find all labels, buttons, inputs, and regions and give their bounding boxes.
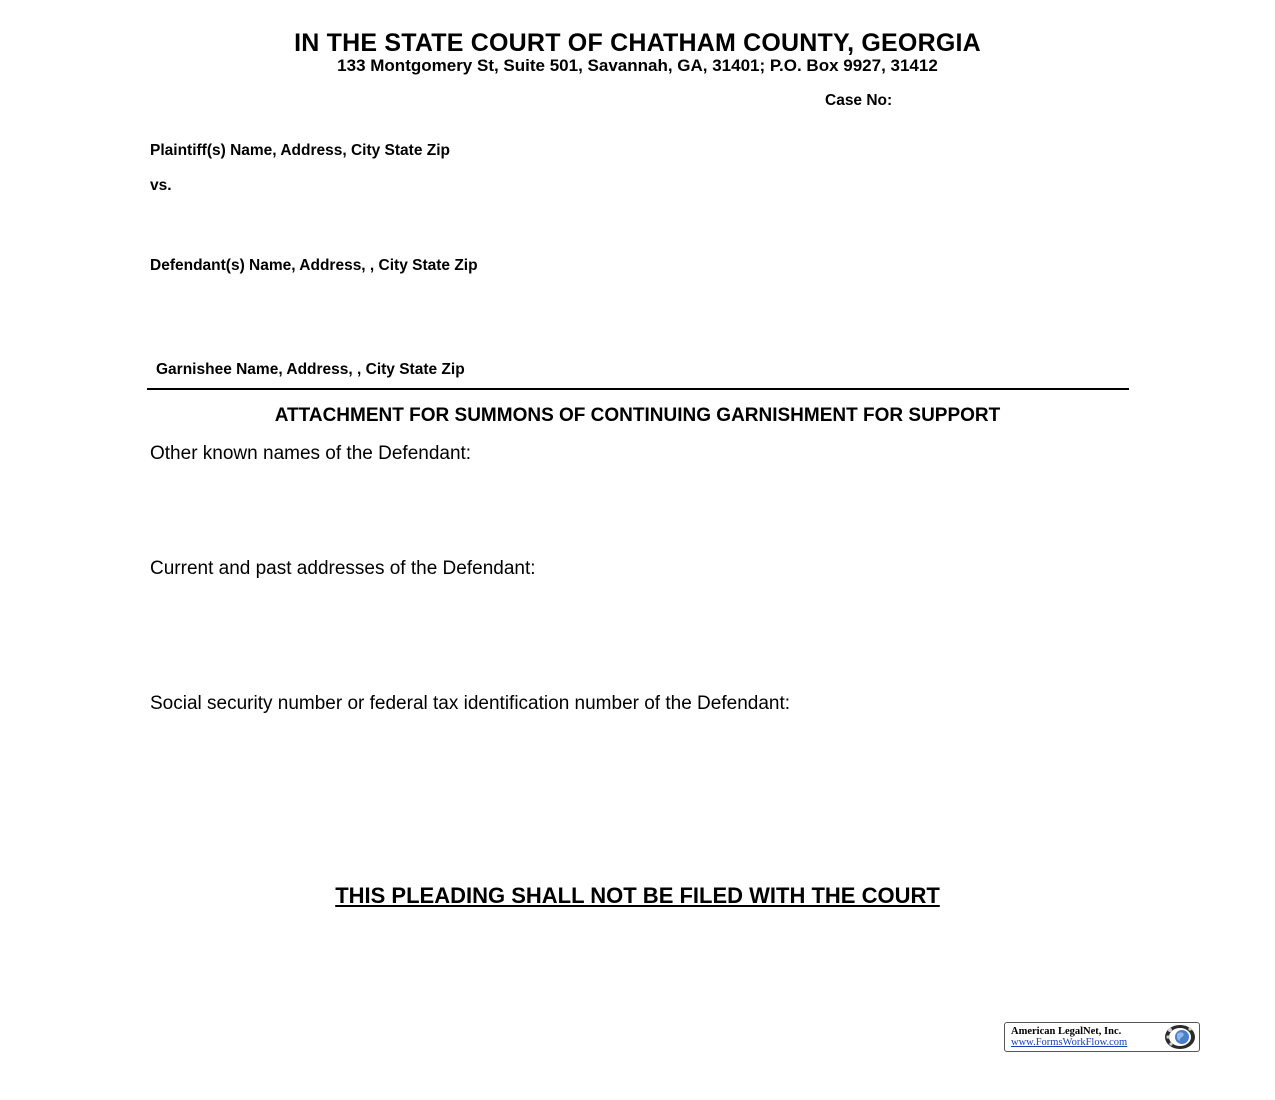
- globe-icon: [1163, 1024, 1197, 1050]
- filing-notice: THIS PLEADING SHALL NOT BE FILED WITH THE COURT: [335, 883, 940, 908]
- case-number-label: Case No:: [825, 92, 893, 109]
- garnishee-label: Garnishee Name, Address, , City State Zip: [156, 361, 465, 378]
- defendant-label: Defendant(s) Name, Address, , City State Zip: [150, 257, 478, 274]
- attachment-title: ATTACHMENT FOR SUMMONS OF CONTINUING GARNISHMENT FOR SUPPORT: [274, 405, 1001, 426]
- american-legalnet-logo[interactable]: [1004, 1022, 1200, 1052]
- versus-label: vs.: [150, 177, 172, 194]
- logo-company-name: American LegalNet, Inc.: [1011, 1026, 1122, 1037]
- section-divider: [147, 388, 1129, 390]
- plaintiff-label: Plaintiff(s) Name, Address, City State Zip: [150, 142, 451, 159]
- other-names-label: Other known names of the Defendant:: [150, 443, 472, 464]
- addresses-label: Current and past addresses of the Defendant:: [150, 558, 536, 579]
- logo-url-link[interactable]: www.FormsWorkFlow.com: [1011, 1037, 1128, 1048]
- court-address: 133 Montgomery St, Suite 501, Savannah, GA, 31401; P.O. Box 9927, 31412: [337, 56, 938, 75]
- ssn-label: Social security number or federal tax identification number of the Defendant:: [150, 693, 791, 714]
- court-title: IN THE STATE COURT OF CHATHAM COUNTY, GEORGIA: [294, 29, 981, 57]
